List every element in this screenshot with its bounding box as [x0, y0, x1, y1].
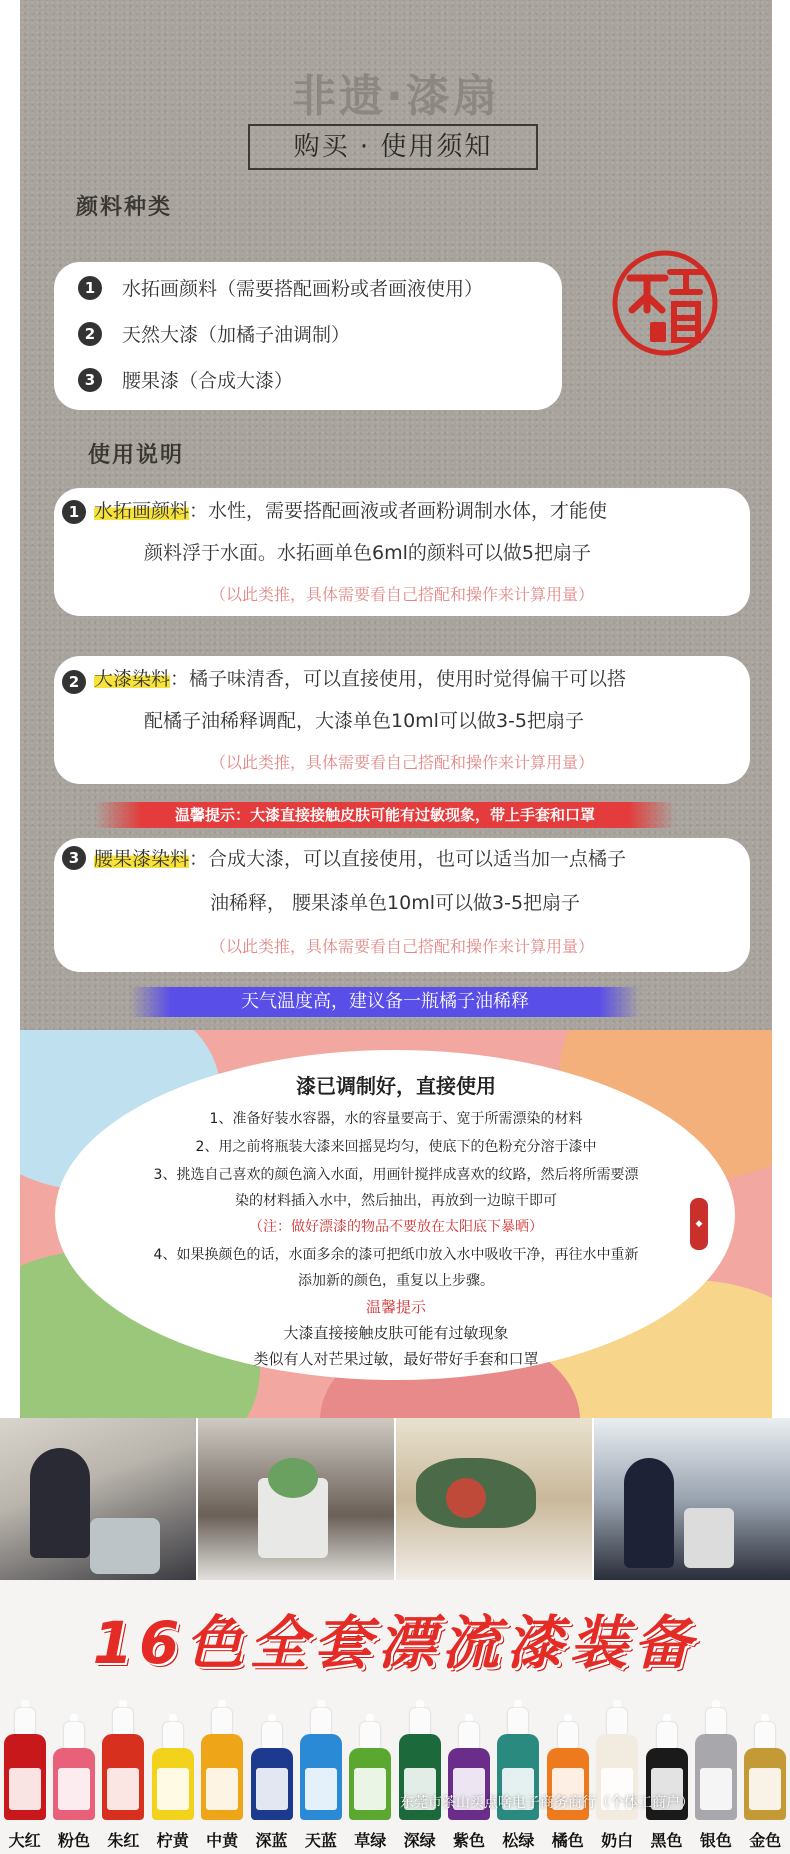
color-name: 紫色 [453, 1830, 486, 1850]
bottle-cap [163, 1722, 183, 1748]
bottle-cap [113, 1708, 133, 1734]
usage-name: 大漆染料 [94, 668, 171, 690]
color-name: 草绿 [354, 1830, 387, 1850]
number-badge: 3 [62, 846, 86, 870]
bottle-cap [706, 1708, 726, 1734]
bottle-cap [558, 1722, 578, 1748]
paint-bottle [102, 1700, 144, 1820]
photo-strip [0, 1418, 790, 1580]
bottle-body [300, 1734, 342, 1820]
number-badge: 2 [78, 322, 102, 346]
color-name: 银色 [699, 1830, 732, 1850]
bottle-label [700, 1768, 732, 1810]
page-subtitle: 购买 · 使用须知 [248, 124, 538, 170]
step-line: 4、如果换颜色的话，水面多余的漆可把纸巾放入水中吸收干净，再往水中重新 [153, 1247, 639, 1263]
bottle-body [695, 1734, 737, 1820]
paint-bottle [251, 1714, 293, 1820]
usage-line-2: 配橘子油稀释调配，大漆单色10ml可以做3-5把扇子 [144, 710, 584, 732]
paint-bottle [695, 1700, 737, 1820]
paint-bottle [152, 1714, 194, 1820]
tip-line: 大漆直接接触皮肤可能有过敏现象 [283, 1324, 509, 1342]
step-line: 1、准备好装水容器，水的容量要高于、宽于所需漂染的材料 [209, 1111, 583, 1127]
bottle-cap [64, 1722, 84, 1748]
pigment-item [78, 274, 483, 301]
color-name: 深蓝 [255, 1830, 288, 1850]
usage-line [94, 496, 607, 523]
bottle-label [157, 1768, 189, 1810]
bottle-body [201, 1734, 243, 1820]
color-name: 深绿 [403, 1830, 436, 1850]
color-name: 奶白 [601, 1830, 634, 1850]
bottle-body [349, 1748, 391, 1820]
page-title: 非遗·漆扇 [292, 71, 500, 122]
paint-bottle [300, 1700, 342, 1820]
usage-name: 水拓画颜料 [94, 500, 190, 522]
bottle-body [102, 1734, 144, 1820]
color-name: 橘色 [551, 1830, 584, 1850]
tip-line: 类似有人对芒果过敏，最好带好手套和口罩 [253, 1350, 539, 1368]
pigment-text: 腰果漆（合成大漆） [122, 370, 294, 392]
activity-photo [396, 1418, 594, 1580]
color-name-row [0, 1824, 790, 1854]
pigment-card [54, 262, 562, 410]
allergy-warning-banner: 温馨提示：大漆直接接触皮肤可能有过敏现象，带上手套和口罩 [95, 802, 675, 828]
paint-bottle [4, 1700, 46, 1820]
usage-note: （以此类推，具体需要看自己搭配和操作来计算用量） [209, 937, 594, 956]
color-name: 柠黄 [156, 1830, 189, 1850]
bottle-label [305, 1768, 337, 1810]
bottle-label [256, 1768, 288, 1810]
paint-bottle [744, 1714, 786, 1820]
weather-tip-banner: 天气温度高，建议备一瓶橘子油稀释 [130, 987, 640, 1017]
steps-panel [20, 1030, 772, 1418]
product-panel [0, 1580, 790, 1854]
color-name: 金色 [749, 1830, 782, 1850]
bottle-cap [657, 1722, 677, 1748]
small-seal-icon: ◆ [690, 1198, 708, 1250]
seal-stamp-icon [610, 248, 720, 358]
activity-photo [0, 1418, 198, 1580]
bottle-cap [311, 1708, 331, 1734]
color-name: 黑色 [650, 1830, 683, 1850]
bottle-cap [410, 1708, 430, 1734]
bottle-body [53, 1748, 95, 1820]
step-note: （注：做好漂漆的物品不要放在太阳底下暴晒） [249, 1219, 543, 1235]
bottle-body [744, 1748, 786, 1820]
bottle-cap [262, 1722, 282, 1748]
bottle-label [58, 1768, 90, 1810]
usage-heading: 使用说明 [88, 443, 185, 468]
usage-note: （以此类推，具体需要看自己搭配和操作来计算用量） [209, 585, 594, 604]
bottle-label [9, 1768, 41, 1810]
usage-note: （以此类推，具体需要看自己搭配和操作来计算用量） [209, 753, 594, 772]
steps-title: 漆已调制好，直接使用 [296, 1074, 496, 1098]
bottle-body [251, 1748, 293, 1820]
color-name: 松绿 [502, 1830, 535, 1850]
step-line: 添加新的颜色，重复以上步骤。 [298, 1273, 494, 1289]
step-line: 2、用之前将瓶装大漆来回摇晃均匀，使底下的色粉充分溶于漆中 [195, 1139, 597, 1155]
number-badge: 3 [78, 368, 102, 392]
pigment-item [78, 320, 350, 347]
bottle-label [749, 1768, 781, 1810]
usage-desc: ：橘子味清香，可以直接使用，使用时觉得偏干可以搭 [170, 668, 627, 690]
step-line: 染的材料插入水中，然后抽出，再放到一边晾干即可 [235, 1193, 557, 1209]
usage-desc: ：合成大漆，可以直接使用，也可以适当加一点橘子 [189, 848, 627, 870]
color-name: 大红 [8, 1830, 41, 1850]
color-name: 天蓝 [304, 1830, 337, 1850]
paint-bottle [201, 1700, 243, 1820]
number-badge: 1 [78, 276, 102, 300]
usage-desc: ：水性，需要搭配画液或者画粉调制水体，才能使 [189, 500, 608, 522]
bottle-cap [459, 1722, 479, 1748]
pigment-text: 水拓画颜料（需要搭配画粉或者画液使用） [122, 278, 484, 300]
usage-card [54, 656, 750, 784]
shop-watermark: 东莞市茶山买点啥电子商务商行（个体工商户） [400, 1795, 694, 1811]
bottle-cap [212, 1708, 232, 1734]
paint-bottle [53, 1714, 95, 1820]
tip-title: 温馨提示 [365, 1298, 426, 1316]
bottle-cap [508, 1708, 528, 1734]
color-name: 中黄 [206, 1830, 239, 1850]
bottle-body [152, 1748, 194, 1820]
pigment-item [78, 366, 293, 393]
number-badge: 2 [62, 670, 86, 694]
product-title: 16色全套漂流漆装备 [92, 1609, 698, 1677]
usage-line [94, 664, 626, 691]
bottle-cap [15, 1708, 35, 1734]
pigment-text: 天然大漆（加橘子油调制） [122, 324, 351, 346]
pigment-heading: 颜料种类 [76, 195, 173, 220]
bottle-cap [755, 1722, 775, 1748]
activity-photo [198, 1418, 396, 1580]
bottle-cap [360, 1722, 380, 1748]
usage-name: 腰果漆染料 [94, 848, 190, 870]
color-name: 朱红 [107, 1830, 140, 1850]
usage-card [54, 838, 750, 972]
usage-line-2: 油稀释， 腰果漆单色10ml可以做3-5把扇子 [210, 892, 581, 914]
usage-line-2: 颜料浮于水面。水拓画单色6ml的颜料可以做5把扇子 [144, 542, 591, 564]
bottle-label [206, 1768, 238, 1810]
usage-card [54, 488, 750, 616]
color-name: 粉色 [58, 1830, 91, 1850]
paint-bottle [349, 1714, 391, 1820]
bottle-label [107, 1768, 139, 1810]
instructions-panel [20, 0, 772, 1030]
bottle-cap [607, 1708, 627, 1734]
number-badge: 1 [62, 500, 86, 524]
bottle-body [4, 1734, 46, 1820]
usage-line [94, 844, 626, 871]
bottle-label [354, 1768, 386, 1810]
step-line: 3、挑选自己喜欢的颜色滴入水面，用画针搅拌成喜欢的纹路，然后将所需要漂 [153, 1167, 639, 1183]
activity-photo [594, 1418, 790, 1580]
